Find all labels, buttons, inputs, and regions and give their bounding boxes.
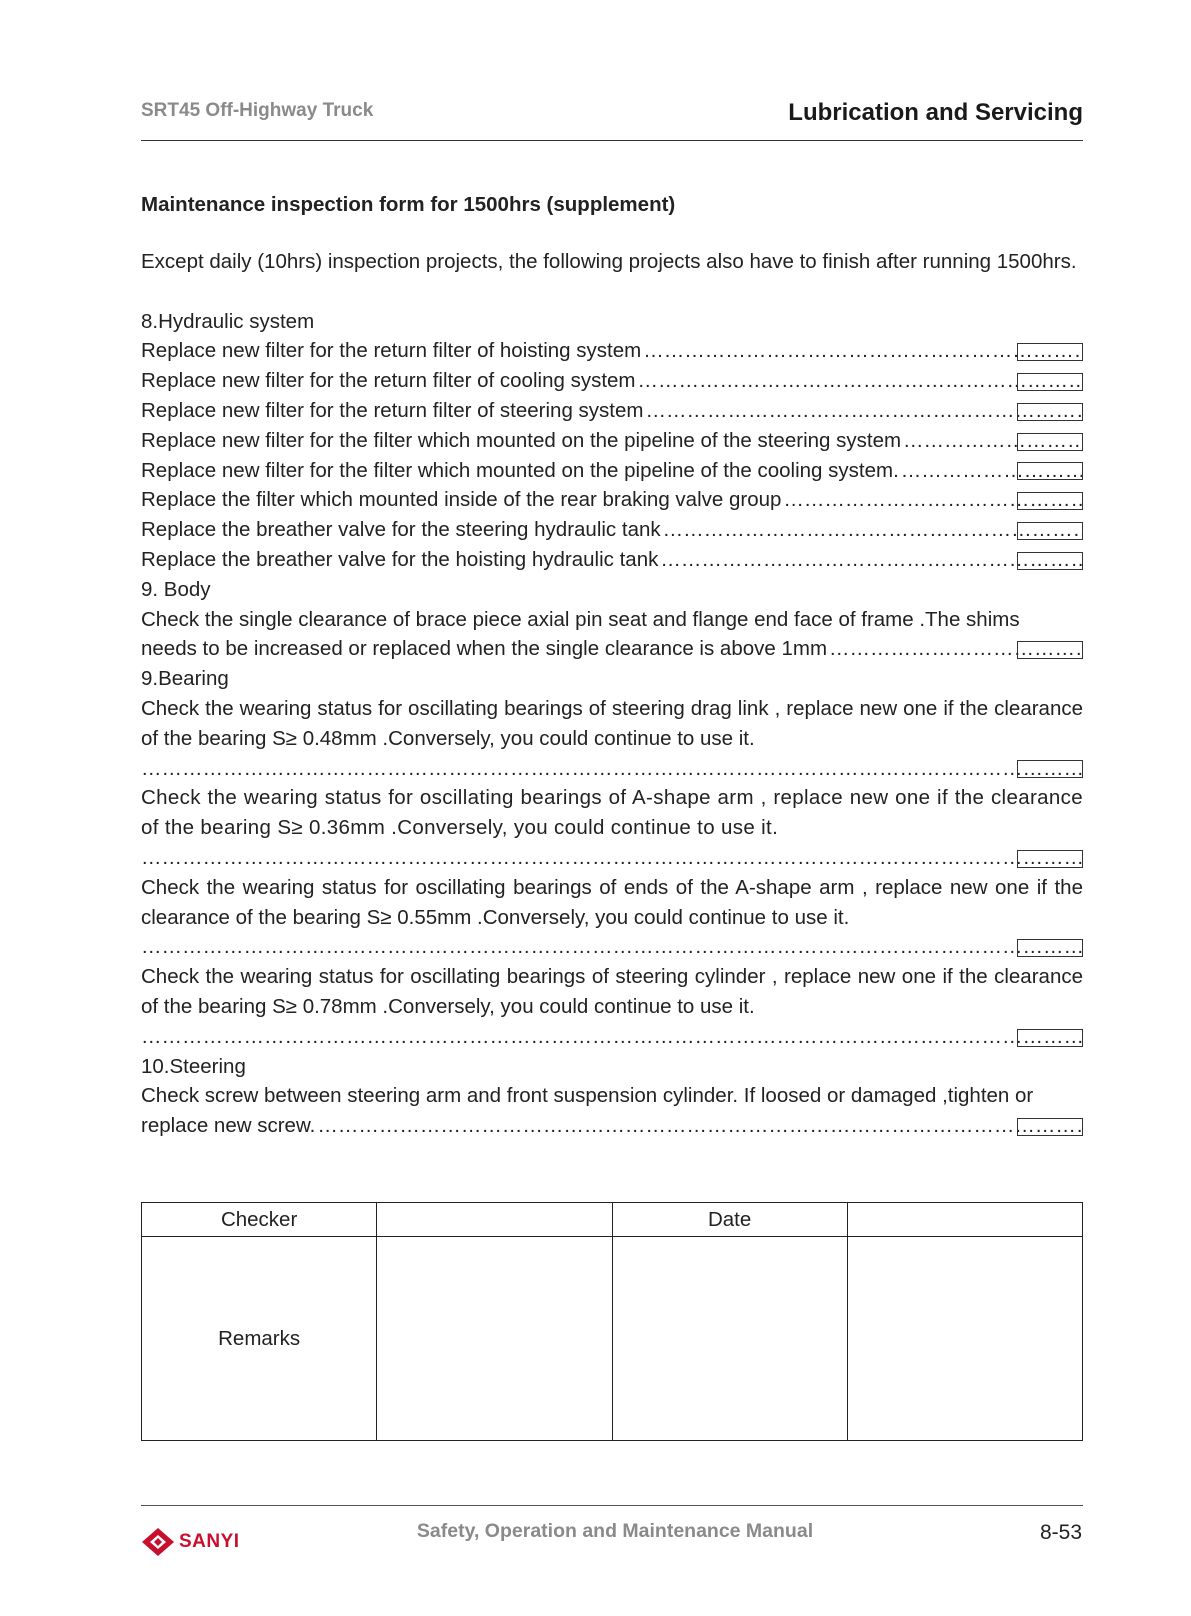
remarks-field[interactable] [612,1237,847,1441]
checklist-item [141,396,1083,426]
item-text: Check the wearing status for oscillating bearings of ends of the A-shape arm , replace new one if the clearance of the bearing S≥ 0.55mm .Conversely, you could continue to use it. [141,875,1083,929]
check-box[interactable] [1017,462,1083,480]
logo-wordmark: SANYI [179,1531,240,1552]
item-text-line2: needs to be increased or replaced when the single clearance is above 1mm ……………………………………………………………………………………………………………………………………………………………………………………… [141,634,1083,664]
checklist-item [141,485,1083,515]
item-text: Replace the breather valve for the hoisting hydraulic tank …………………………………………………………………………………………………………………………………………………………………………………… [141,545,1083,575]
checker-field[interactable] [377,1203,612,1237]
checklist-item-body [141,605,1083,665]
item-text-line1: Check the single clearance of brace piece axial pin seat and flange end face of frame .The shims [141,607,1020,631]
page-number: 8-53 [1039,1521,1082,1544]
form-content [141,190,1083,1141]
check-box[interactable] [1017,1029,1083,1047]
dot-leader [141,1022,1083,1052]
check-box[interactable] [1017,373,1083,391]
check-box[interactable] [1017,850,1083,868]
dot-leader [141,754,1083,784]
item-text: Check the wearing status for oscillating bearings of A-shape arm , replace new one if the clearance of the bearing S≥ 0.36mm .Conversely, you could continue to use it. [141,786,1083,840]
item-text: Replace new filter for the filter which mounted on the pipeline of the steering system …………………………………………………………………………………………………………………………………………………………………………………… [141,426,1083,456]
check-box[interactable] [1017,492,1083,510]
section-title-bearing: 9.Bearing [141,667,229,691]
check-box[interactable] [1017,641,1083,659]
checklist-item [141,545,1083,575]
check-box[interactable] [1017,403,1083,421]
check-box[interactable] [1017,343,1083,361]
section-title-hydraulic: 8.Hydraulic system [141,309,315,333]
checklist-item-bearing [141,962,1083,1051]
form-title: Maintenance inspection form for 1500hrs (supplement) [141,193,676,216]
checklist-item [141,515,1083,545]
item-text: Replace the breather valve for the steering hydraulic tank …………………………………………………………………………………………………………………………………………………………………………………… [141,515,1083,545]
signoff-row-checker [142,1203,1083,1237]
check-box[interactable] [1017,1118,1083,1136]
checker-label: Checker [142,1203,377,1237]
checklist-item [141,366,1083,396]
item-text: Check the wearing status for oscillating bearings of steering cylinder , replace new one if the clearance of the bearing S≥ 0.78mm .Conversely, you could continue to use it. [141,965,1083,1018]
checklist-item [141,426,1083,456]
signoff-table [141,1202,1083,1441]
check-box[interactable] [1017,552,1083,570]
section-title-body: 9. Body [141,577,211,601]
checklist-item-bearing [141,873,1083,962]
header-model: SRT45 Off-Highway Truck [141,100,374,121]
dot-leader [141,932,1083,962]
section-title-steering: 10.Steering [141,1054,246,1078]
item-text-line2: replace new screw. ……………………………………………………………………………………………………………………………………………………………………………………… [141,1111,1083,1141]
check-box[interactable] [1017,522,1083,540]
checklist-item-bearing [141,694,1083,783]
header-section-title: Lubrication and Servicing [788,99,1083,126]
item-text: Replace new filter for the filter which mounted on the pipeline of the cooling system. …………………………………………………………………………………………………………………………………………………………………………………… [141,456,1083,486]
checklist-item [141,456,1083,486]
check-box[interactable] [1017,433,1083,451]
item-text: Replace new filter for the return filter of steering system …………………………………………………………………………………………………………………………………………………………………………………… [141,396,1083,426]
check-box[interactable] [1017,760,1083,778]
remarks-field[interactable] [847,1237,1082,1441]
check-box[interactable] [1017,939,1083,957]
date-label: Date [612,1203,847,1237]
header-divider [141,140,1083,141]
remarks-field[interactable] [377,1237,612,1441]
checklist-item [141,336,1083,366]
checklist-item-bearing [141,783,1083,872]
item-text: Replace new filter for the return filter of cooling system …………………………………………………………………………………………………………………………………………………………………………………… [141,366,1083,396]
dot-leader [141,843,1083,873]
footer-manual-title: Safety, Operation and Maintenance Manual [416,1520,814,1542]
checklist-item-steering [141,1081,1083,1141]
remarks-label: Remarks [142,1237,377,1441]
date-field[interactable] [847,1203,1082,1237]
item-text: Replace the filter which mounted inside of the rear braking valve group …………………………………………………………………………………………………………………………………………………………………………………… [141,485,1083,515]
item-text: Replace new filter for the return filter of hoisting system …………………………………………………………………………………………………………………………………………………………………………………… [141,336,1083,366]
intro-paragraph: Except daily (10hrs) inspection projects, the following projects also have to finish after running 1500hrs. [141,249,1077,273]
item-text-line1: Check screw between steering arm and front suspension cylinder. If loosed or damaged ,tighten or [141,1084,1034,1108]
footer-divider [141,1505,1083,1506]
item-text: Check the wearing status for oscillating bearings of steering drag link , replace new one if the clearance of the bearing S≥ 0.48mm .Conversely, you could continue to use it. [141,696,1083,750]
signoff-row-remarks [142,1237,1083,1441]
